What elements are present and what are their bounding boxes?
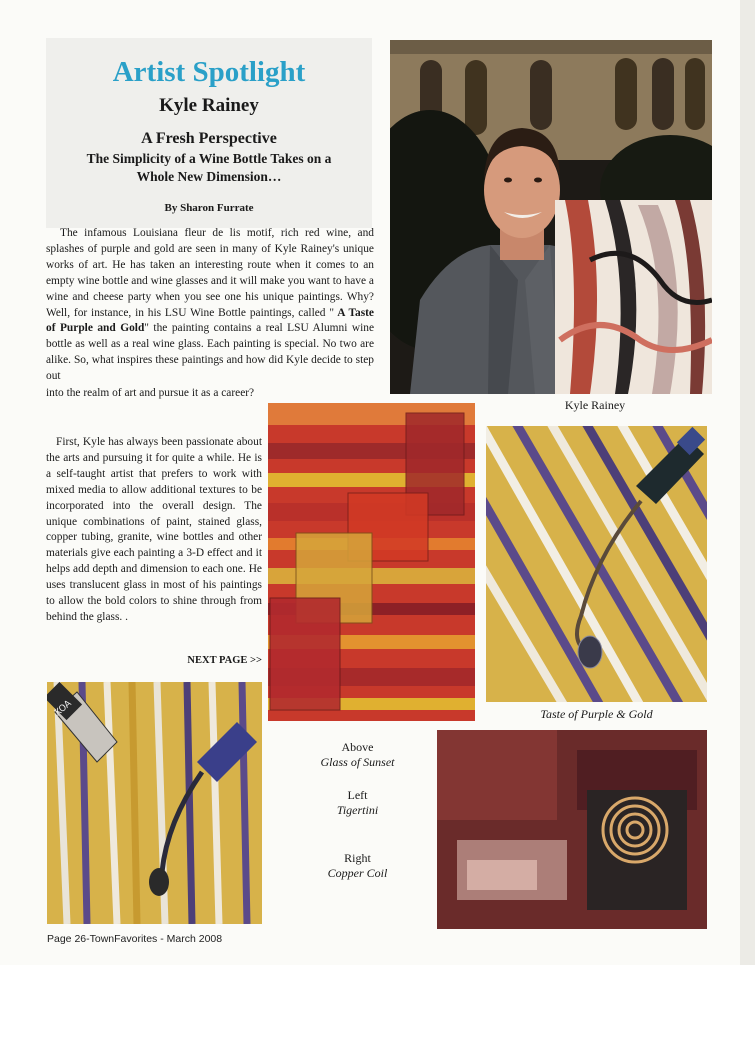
deck-line-1: The Simplicity of a Wine Bottle Takes on a: [86, 151, 332, 166]
tigertini-painting: [47, 682, 262, 924]
article-subtitle: A Fresh Perspective: [141, 130, 277, 147]
bottle-label-text: XOA: [52, 698, 74, 719]
portrait-illustration: [390, 40, 712, 394]
taste-of-purple-and-gold-painting: [486, 426, 707, 702]
paragraph-1-continued: into the realm of art and pursue it as a career?: [46, 387, 255, 399]
caption-above-title: Glass of Sunset: [320, 755, 395, 769]
tigertini-illustration: [47, 682, 262, 924]
caption-right: [300, 851, 415, 881]
caption-left: [300, 788, 415, 818]
painting-title-bold: A Taste of Purple and Gold: [46, 306, 374, 335]
copper-coil-painting: [437, 730, 707, 929]
caption-left-label: Left: [347, 788, 368, 802]
caption-above: [300, 740, 415, 770]
deck-line-2: Whole New Dimension…: [136, 169, 282, 184]
portrait-caption: Kyle Rainey: [564, 398, 626, 412]
page-footer: Page 26-TownFavorites - March 2008: [47, 933, 223, 945]
article-deck: [46, 150, 372, 186]
paragraph-1: [46, 226, 374, 385]
paragraph-2: First, Kyle has always been passionate about the arts and pursuing it for quite a while. He is a self-taught artist that prefers to work with mixed media to allow additional textures to be incorporated into the overall design. The unique combinations of paint, stained glass, copper tubing, granite, wine bottles and other materials give each painting a 3-D effect and it helps add depth and dimension to each one. He uses translucent glass in most of his paintings to allow the bold colors to shine through from behind the glass. .: [46, 436, 262, 623]
page-title: Artist Spotlight: [112, 56, 306, 88]
taste-caption: Taste of Purple & Gold: [540, 707, 653, 721]
paragraph-1-end: " the painting contains a real LSU Alumni wine bottle as well as a real wine glass. Each painting is special. No two are alike. So, what inspires these paintings and how did Kyle decide to step out: [46, 322, 374, 383]
caption-above-label: Above: [341, 740, 374, 754]
caption-right-title: Copper Coil: [327, 866, 388, 880]
next-page-link[interactable]: NEXT PAGE >>: [187, 655, 262, 666]
artist-portrait-photo: [390, 40, 712, 394]
byline: By Sharon Furrate: [164, 202, 254, 214]
caption-right-label: Right: [344, 851, 371, 865]
sunset-illustration: [268, 403, 475, 721]
copper-coil-illustration: [437, 730, 707, 929]
taste-illustration: [486, 426, 707, 702]
artist-name: Kyle Rainey: [159, 95, 259, 116]
glass-of-sunset-painting: [268, 403, 475, 721]
page-edge: [740, 0, 755, 965]
caption-left-title: Tigertini: [336, 803, 379, 817]
paragraph-1-start: The infamous Louisiana fleur de lis motif, rich red wine, and splashes of purple and gold are seen in many of Kyle Rainey's unique works of art. He has taken an interesting route when it comes to an empty wine bottle and wine glasses and it will make you want to have a wine and cheese party when you see one his unique paintings. Why? Well, for instance, in his LSU Wine Bottle paintings, called ": [46, 227, 374, 319]
